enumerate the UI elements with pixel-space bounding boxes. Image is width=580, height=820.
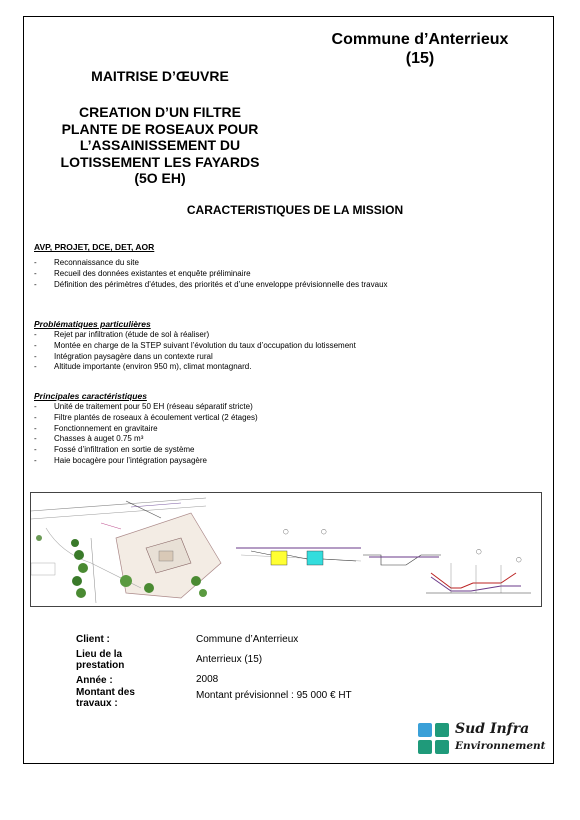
- label-lieu: Lieu de la prestation: [76, 649, 125, 671]
- problematiques-heading: Problématiques particulières: [34, 319, 151, 329]
- logo-square-icon: [435, 723, 449, 737]
- logo-square-icon: [418, 723, 432, 737]
- svg-text:◯: ◯: [516, 557, 522, 563]
- title-line: (5O EH): [134, 170, 186, 186]
- list-item: - Haie bocagère pour l’intégration paysagère: [34, 456, 258, 467]
- list-item: - Recueil des données existantes et enquête préliminaire: [34, 269, 388, 280]
- logo-square-icon: [435, 740, 449, 754]
- list-item: - Chasses à auget 0.75 m³: [34, 434, 258, 445]
- list-item: - Définition des périmètres d’études, des priorités et d’une enveloppe prévisionnelle des travaux: [34, 280, 388, 291]
- hydraulic-profile: [236, 529, 361, 565]
- mission-heading: AVP, PROJET, DCE, DET, AOR: [34, 242, 155, 252]
- maitrise-heading: MAITRISE D’ŒUVRE: [91, 68, 229, 84]
- title-line: L’ASSAINISSEMENT DU: [79, 137, 241, 153]
- logo-name: Sud Infra: [455, 721, 530, 737]
- label-annee: Année :: [76, 675, 113, 686]
- info-values: [196, 634, 416, 701]
- sud-infra-logo: [415, 721, 555, 755]
- list-item: - Montée en charge de la STEP suivant l’évolution du taux d’occupation du lotissement: [34, 341, 356, 352]
- info-labels: [76, 634, 176, 709]
- value-montant: Montant prévisionnel : 95 000 € HT: [196, 690, 352, 701]
- value-client: Commune d’Anterrieux: [196, 634, 299, 645]
- list-item: - Rejet par infiltration (étude de sol à réaliser): [34, 330, 356, 341]
- list-item: - Fossé d’infiltration en sortie de système: [34, 445, 258, 456]
- project-title: [30, 104, 290, 187]
- problematiques-section: [34, 319, 356, 373]
- title-line: PLANTE DE ROSEAUX POUR: [61, 120, 259, 137]
- caracteristiques-section: [34, 391, 258, 467]
- list-item: - Reconnaissance du site: [34, 258, 388, 269]
- cross-section: [363, 549, 531, 593]
- title-line: CREATION D’UN FILTRE: [78, 104, 242, 120]
- mission-section: [34, 242, 388, 290]
- site-plan: [31, 498, 221, 603]
- technical-drawing: [31, 493, 542, 607]
- list-item: - Intégration paysagère dans un contexte rural: [34, 352, 356, 363]
- value-annee: 2008: [196, 674, 219, 685]
- list-item: - Fonctionnement en gravitaire: [34, 424, 258, 435]
- label-montant: Montant des travaux :: [76, 687, 135, 709]
- list-item: - Unité de traitement pour 50 EH (réseau séparatif stricte): [34, 402, 258, 413]
- commune-title: [300, 30, 540, 68]
- site-plan-drawing: [30, 492, 542, 607]
- list-item: - Filtre plantés de roseaux à écoulement vertical (2 étages): [34, 413, 258, 424]
- logo-square-icon: [418, 740, 432, 754]
- logo-subtitle: Environnement: [455, 740, 546, 752]
- caracteristiques-heading: Principales caractéristiques: [34, 391, 147, 401]
- commune-name: Commune d’Anterrieux: [331, 31, 509, 48]
- label-client: Client :: [76, 634, 110, 645]
- svg-text:◯: ◯: [476, 549, 482, 555]
- list-item: - Altitude importante (environ 950 m), climat montagnard.: [34, 362, 356, 373]
- svg-text:◯: ◯: [283, 529, 289, 535]
- commune-department: (15): [405, 50, 435, 67]
- svg-text:◯: ◯: [321, 529, 327, 535]
- mission-characteristics-heading: CARACTERISTIQUES DE LA MISSION: [186, 203, 404, 217]
- title-line: LOTISSEMENT LES FAYARDS: [60, 153, 260, 170]
- value-lieu: Anterrieux (15): [196, 654, 263, 665]
